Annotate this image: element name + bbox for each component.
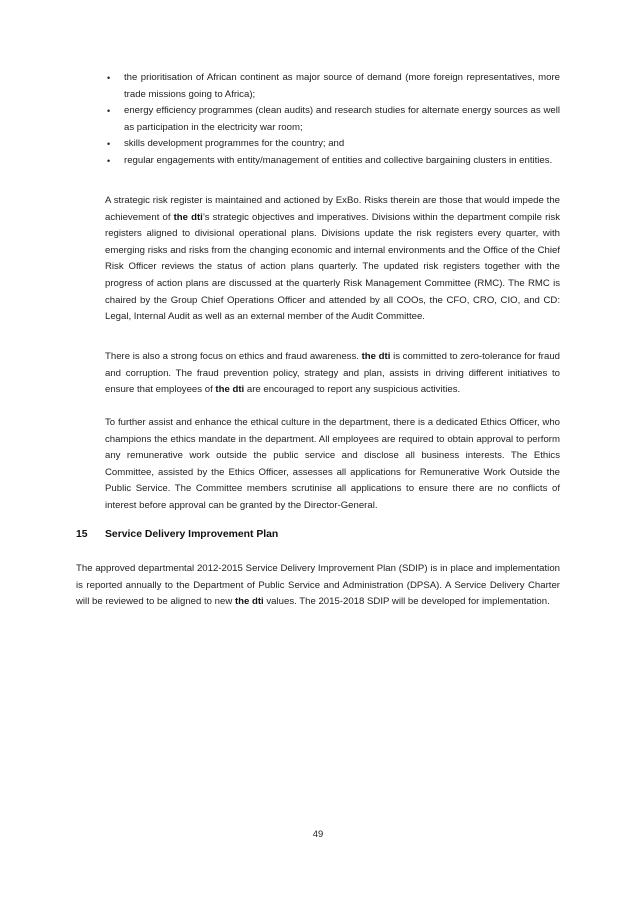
text-run: are encouraged to report any suspicious activities. bbox=[244, 384, 461, 396]
ethics-paragraph bbox=[105, 349, 560, 399]
section-heading bbox=[76, 527, 278, 544]
section-title: Service Delivery Improvement Plan bbox=[105, 529, 279, 540]
bullet-item bbox=[104, 103, 560, 136]
bullet-text: regular engagements with entity/management of entities and collective bargaining clusters in entities. bbox=[124, 154, 553, 166]
bullet-item bbox=[104, 153, 560, 170]
bullet-list bbox=[104, 70, 560, 170]
bullet-text: the prioritisation of African continent as major source of demand (more foreign representatives, more trade missions going to Africa); bbox=[124, 72, 560, 100]
bullet-item bbox=[104, 136, 560, 153]
dti-bold: the dti bbox=[173, 211, 203, 223]
page-number: 49 bbox=[312, 828, 324, 839]
text-run: There is also a strong focus on ethics and fraud awareness. bbox=[105, 351, 362, 362]
section-number: 15 bbox=[76, 529, 88, 540]
text-run: values. The 2015-2018 SDIP will be developed for implementation. bbox=[263, 596, 550, 608]
bullet-text: energy efficiency programmes (clean audits) and research studies for alternate energy sources as well as participation in the electricity war room; bbox=[124, 105, 560, 133]
text-run: The approved departmental 2012-2015 Service Delivery Improvement Plan (SDIP) is in place and implementation is reported annually to the Department of Public Service and Administration (DPSA). A Service Delivery Charter will be reviewed to be aligned to new bbox=[76, 563, 560, 608]
sdip-paragraph bbox=[76, 561, 560, 611]
bullet-item bbox=[104, 70, 560, 103]
ethical-culture-paragraph: To further assist and enhance the ethical culture in the department, there is a dedicated Ethics Officer, who champions the ethics mandate in the department. All employees are required to obtain approval to perform any remunerative work outside the public service and disclose all business interests. The Ethics Committee, assisted by the Ethics Officer, assesses all applications for Remunerative Work Outside the Public Service. The Committee members scrutinise all applications to ensure there are no conflicts of interest before approval can be granted by the Director-General. bbox=[105, 417, 560, 511]
dti-bold: the dti bbox=[215, 384, 245, 396]
bullet-icon: • bbox=[107, 106, 111, 117]
text-run: A strategic risk register is maintained and actioned by ExBo. Risks therein are those that would impede the achievement of bbox=[105, 195, 560, 223]
bullet-icon: • bbox=[107, 139, 111, 150]
dti-bold: the dti bbox=[361, 351, 391, 362]
bullet-text: skills development programmes for the country; and bbox=[124, 138, 345, 150]
bullet-icon: • bbox=[107, 73, 111, 83]
dti-bold: the dti bbox=[234, 596, 264, 608]
text-run: is committed to zero-tolerance for fraud and corruption. The fraud prevention policy, strategy and plan, assists in driving different initiatives to ensure that employees of bbox=[105, 351, 560, 396]
text-run: ’s strategic objectives and imperatives. Divisions within the department compile risk registers aligned to divisional operational plans. Divisions update the risk registers every quarter, with emerging risks and risks from the changing economic and internal environments and the Office of the Chief Risk Officer reviews the status of action plans quarterly. The updated risk registers together with the progress of action plans are discussed at the quarterly Risk Management Committee (RMC). The RMC is chaired by the Group Chief Operations Officer and attended by all COOs, the CFO, CRO, CIO, and CD: Legal, Internal Audit as well as an external member of the Audit Committee. bbox=[105, 211, 561, 323]
bullet-icon: • bbox=[107, 155, 111, 166]
risk-register-paragraph bbox=[105, 193, 560, 326]
